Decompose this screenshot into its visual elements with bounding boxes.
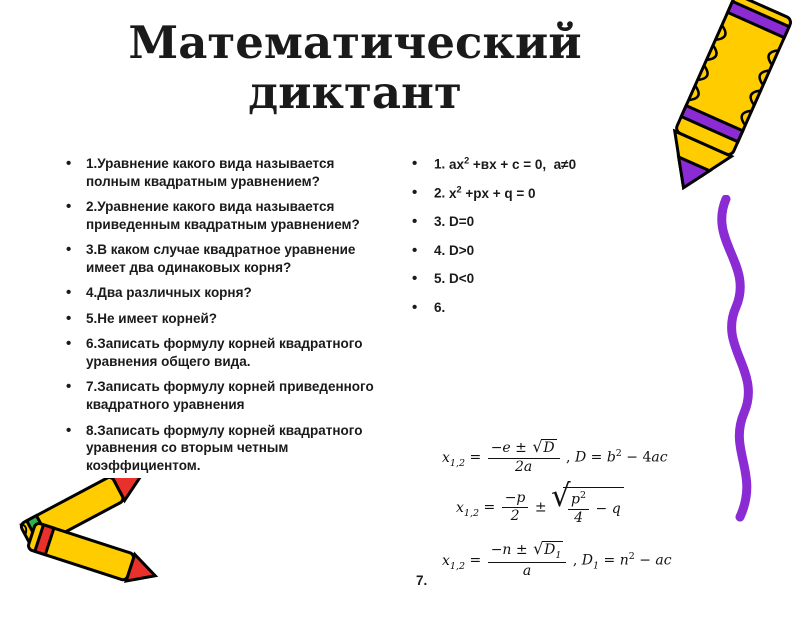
list-item: • 2.Уравнение какого вида называется приведенным квадратным уравнением? — [62, 198, 392, 233]
formula-area — [408, 327, 748, 627]
answer-text: D<0 — [449, 271, 475, 287]
page-title: Математический диктант — [128, 16, 582, 120]
crayon-bottom-left-icon — [8, 478, 168, 603]
answers-list — [408, 155, 748, 316]
answer-number: 2. — [434, 185, 446, 201]
list-item — [408, 299, 748, 317]
list-item: • 6.Записать формулу корней квадратного уравнения общего вида. — [62, 335, 392, 370]
answer-text: $ax^2 +вx + c = 0$, a≠0 — [449, 155, 577, 172]
formula-7a: $x_{1,2}$ = $\frac{-p}{2}$ ± √ $\frac{p^2}{4}$ − q — [456, 487, 624, 528]
answer-text: D=0 — [449, 214, 475, 230]
answer-text: D>0 — [449, 242, 475, 258]
list-item: • 4.Два различных корня? — [62, 284, 392, 302]
questions-column — [62, 155, 392, 482]
formula-7b: $x_{1,2}$ = $\frac{-n \pm √ D_1}{a}$ , $D_1 = n^2$ − ac — [442, 541, 672, 580]
list-item: • 8.Записать формулу корней квадратного уравнения со вторым четным коэффициентом. — [62, 422, 392, 475]
answer-number: 5. — [434, 271, 446, 287]
answer-number: 3. — [434, 214, 446, 230]
list-item: • 1.Уравнение какого вида называется полным квадратным уравнением? — [62, 155, 392, 190]
list-item: • 5.Не имеет корней? — [62, 310, 392, 328]
list-item: • 3.В каком случае квадратное уравнение имеет два одинаковых корня? — [62, 241, 392, 276]
answer-text: $x^2 +px + q = 0$ — [449, 184, 536, 201]
formula-6: $x_{1,2}$ = $\frac{-e \pm √ D}{2a}$ , $D = b^2 - 4ac$ — [442, 439, 668, 476]
questions-list — [62, 155, 392, 474]
answer-number: 4. — [434, 242, 446, 258]
answer-number: 6. — [434, 299, 446, 315]
list-item — [408, 213, 748, 231]
list-item — [408, 270, 748, 288]
answers-column — [408, 155, 748, 627]
list-item: • 7.Записать формулу корней приведенного квадратного уравнения — [62, 378, 392, 413]
list-item — [408, 155, 748, 173]
answer-number: 1. — [434, 156, 446, 172]
list-item — [408, 242, 748, 260]
answer-number-7: 7. — [416, 573, 428, 588]
list-item — [408, 184, 748, 202]
